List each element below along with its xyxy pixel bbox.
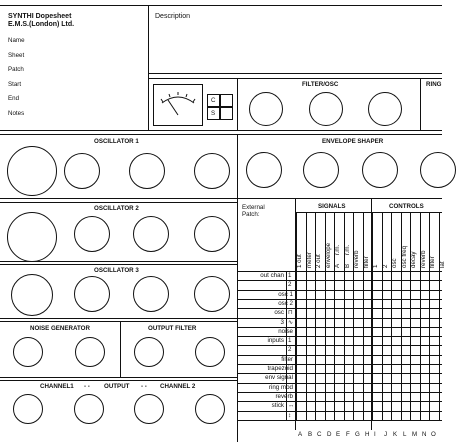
channel2-knob-1[interactable] <box>134 394 164 424</box>
output-filter-title: OUTPUT FILTER <box>148 325 197 332</box>
matrix-column-header: reverb <box>353 250 360 268</box>
matrix-column-letter: I <box>374 431 376 438</box>
matrix-column-header: A <box>334 263 341 268</box>
filter-osc-knob-2[interactable] <box>309 92 343 126</box>
osc3-knob-2[interactable] <box>74 276 110 312</box>
matrix-column-header: reverb <box>420 250 427 268</box>
matrix-column-letter: O <box>431 431 436 438</box>
matrix-row-label: ring mod <box>268 384 293 391</box>
matrix-column-header: 1 <box>372 264 379 268</box>
matrix-row-sublabel: ↔ <box>288 402 295 409</box>
matrix-column-letter: E <box>336 431 341 438</box>
controls-header: CONTROLS <box>389 203 424 210</box>
matrix-column-letter: A <box>298 431 303 438</box>
env-knob-4[interactable] <box>420 152 456 188</box>
noise-knob-2[interactable] <box>75 337 105 367</box>
output-title: OUTPUT <box>104 383 130 390</box>
matrix-column-letter: C <box>317 431 322 438</box>
field-patch-label: Patch <box>8 66 24 73</box>
matrix-column-header: B <box>344 263 351 268</box>
dash-1: - - <box>84 383 90 390</box>
osc1-knob-1[interactable] <box>7 146 57 196</box>
matrix-column-header: decay <box>410 251 417 268</box>
matrix-row-line <box>238 420 442 421</box>
matrix-row-sublabel: 1 <box>288 337 292 344</box>
matrix-col-line <box>353 213 354 420</box>
matrix-row-label: env signal <box>265 374 293 381</box>
company-name: E.M.S.(London) Ltd. <box>8 21 75 28</box>
matrix-row-sublabel: ∿ <box>288 319 294 326</box>
matrix-row-label: inputs <box>267 337 284 344</box>
matrix-column-letter: K <box>393 431 398 438</box>
field-name-label: Name <box>8 37 25 44</box>
dash-2: - - <box>141 383 147 390</box>
matrix-column-letter: B <box>308 431 313 438</box>
matrix-row-label: out chan <box>260 272 284 279</box>
ring-title: RING <box>426 81 442 88</box>
matrix-column-header: filter <box>363 256 370 268</box>
matrix-col-line <box>420 213 421 420</box>
matrix-col-line <box>363 213 364 420</box>
external-patch-label: External Patch: <box>242 204 265 219</box>
matrix-col-line <box>382 213 383 420</box>
osc3-knob-3[interactable] <box>133 276 169 312</box>
matrix-column-subheader: r.m. <box>334 244 341 255</box>
env-knob-3[interactable] <box>362 152 398 188</box>
env-knob-1[interactable] <box>246 152 282 188</box>
matrix-column-header: osc <box>391 258 398 268</box>
matrix-row-sublabel: 2 <box>288 346 292 353</box>
channel2-knob-2[interactable] <box>195 394 225 424</box>
matrix-row-line <box>238 290 442 291</box>
matrix-column-header: osc freq <box>401 245 408 268</box>
output-filter-knob-1[interactable] <box>134 337 164 367</box>
matrix-row-label: stick <box>271 402 284 409</box>
matrix-row-line <box>238 299 442 300</box>
matrix-col-line <box>315 213 316 420</box>
matrix-row-line <box>238 308 442 309</box>
matrix-row-line <box>238 401 442 402</box>
matrix-row-sublabel: 1 <box>288 272 292 279</box>
osc3-knob-4[interactable] <box>194 276 230 312</box>
matrix-col-line <box>391 213 392 420</box>
meter-icon <box>153 84 203 126</box>
filter-osc-title: FILTER/OSC <box>302 81 339 88</box>
channel1-title: CHANNEL1 <box>40 383 74 390</box>
matrix-column-letter: N <box>422 431 427 438</box>
env-knob-2[interactable] <box>303 152 339 188</box>
matrix-col-line <box>306 213 307 420</box>
matrix-row-line <box>238 392 442 393</box>
matrix-row-line <box>238 345 442 346</box>
matrix-row-label: reverb <box>275 393 293 400</box>
matrix-column-header: filter <box>429 256 436 268</box>
matrix-column-letter: L <box>403 431 407 438</box>
matrix-row-sublabel: 2 <box>288 281 292 288</box>
matrix-column-header: lat <box>439 261 446 268</box>
osc1-knob-4[interactable] <box>194 153 230 189</box>
matrix-row-label: 3 <box>280 319 284 326</box>
matrix-row-line <box>238 355 442 356</box>
channel1-knob-2[interactable] <box>74 394 104 424</box>
matrix-row-line <box>238 327 442 328</box>
field-end-label: End <box>8 95 20 102</box>
osc2-knob-3[interactable] <box>133 216 169 252</box>
field-notes-label: Notes <box>8 110 25 117</box>
matrix-column-letter: F <box>346 431 350 438</box>
signals-header: SIGNALS <box>318 203 346 210</box>
oscillator2-title: OSCILLATOR 2 <box>94 205 139 212</box>
matrix-row-label: noise <box>278 328 293 335</box>
matrix-column-header: envelope <box>325 242 332 268</box>
matrix-column-letter: H <box>365 431 370 438</box>
matrix-column-letter: G <box>355 431 360 438</box>
matrix-column-subheader: r.m. <box>344 244 351 255</box>
envelope-shaper-title: ENVELOPE SHAPER <box>322 138 384 145</box>
matrix-column-letter: M <box>412 431 418 438</box>
matrix-column-header: 2 <box>382 264 389 268</box>
oscillator3-title: OSCILLATOR 3 <box>94 267 139 274</box>
filter-osc-knob-1[interactable] <box>249 92 283 126</box>
matrix-row-line <box>238 411 442 412</box>
matrix-column-header: 1 out <box>296 254 303 268</box>
matrix-row-label: filter <box>281 356 293 363</box>
matrix-col-line <box>410 213 411 420</box>
matrix-col-line <box>439 213 440 420</box>
matrix-row-line <box>238 280 442 281</box>
matrix-col-line <box>401 213 402 420</box>
osc2-knob-2[interactable] <box>74 216 110 252</box>
sheet-title: SYNTHI Dopesheet <box>8 13 72 20</box>
description-label: Description <box>155 13 191 20</box>
matrix-row-label: osc <box>274 309 284 316</box>
field-sheet-label: Sheet <box>8 52 25 59</box>
matrix-column-letter: J <box>384 431 388 438</box>
switch-c-label: C <box>211 97 216 104</box>
noise-generator-title: NOISE GENERATOR <box>30 325 90 332</box>
matrix-row-sublabel: ↕ <box>288 412 292 419</box>
matrix-column-header: 2 out <box>315 254 322 268</box>
matrix-row-sublabel: ⊓ <box>288 309 293 316</box>
matrix-column-header: meter <box>306 252 313 268</box>
osc3-knob-1[interactable] <box>11 274 53 316</box>
channel1-knob-1[interactable] <box>13 394 43 424</box>
matrix-col-line <box>429 213 430 420</box>
osc2-knob-1[interactable] <box>7 212 57 262</box>
field-start-label: Start <box>8 81 22 88</box>
oscillator1-title: OSCILLATOR 1 <box>94 138 139 145</box>
matrix-col-line <box>372 213 373 420</box>
matrix-column-letter: D <box>327 431 332 438</box>
matrix-row-line <box>238 318 442 319</box>
osc1-knob-3[interactable] <box>129 153 165 189</box>
matrix-col-line <box>296 213 297 420</box>
matrix-row-label: osc 2 <box>278 300 293 307</box>
matrix-row-label: osc 1 <box>278 291 293 298</box>
channel2-title: CHANNEL 2 <box>160 383 196 390</box>
switch-s-label: S <box>211 110 216 117</box>
filter-osc-knob-3[interactable] <box>368 92 402 126</box>
noise-knob-1[interactable] <box>13 337 43 367</box>
osc1-knob-2[interactable] <box>64 153 100 189</box>
output-filter-knob-2[interactable] <box>195 337 225 367</box>
matrix-row-label: trapezoid <box>267 365 293 372</box>
osc2-knob-4[interactable] <box>194 216 230 252</box>
